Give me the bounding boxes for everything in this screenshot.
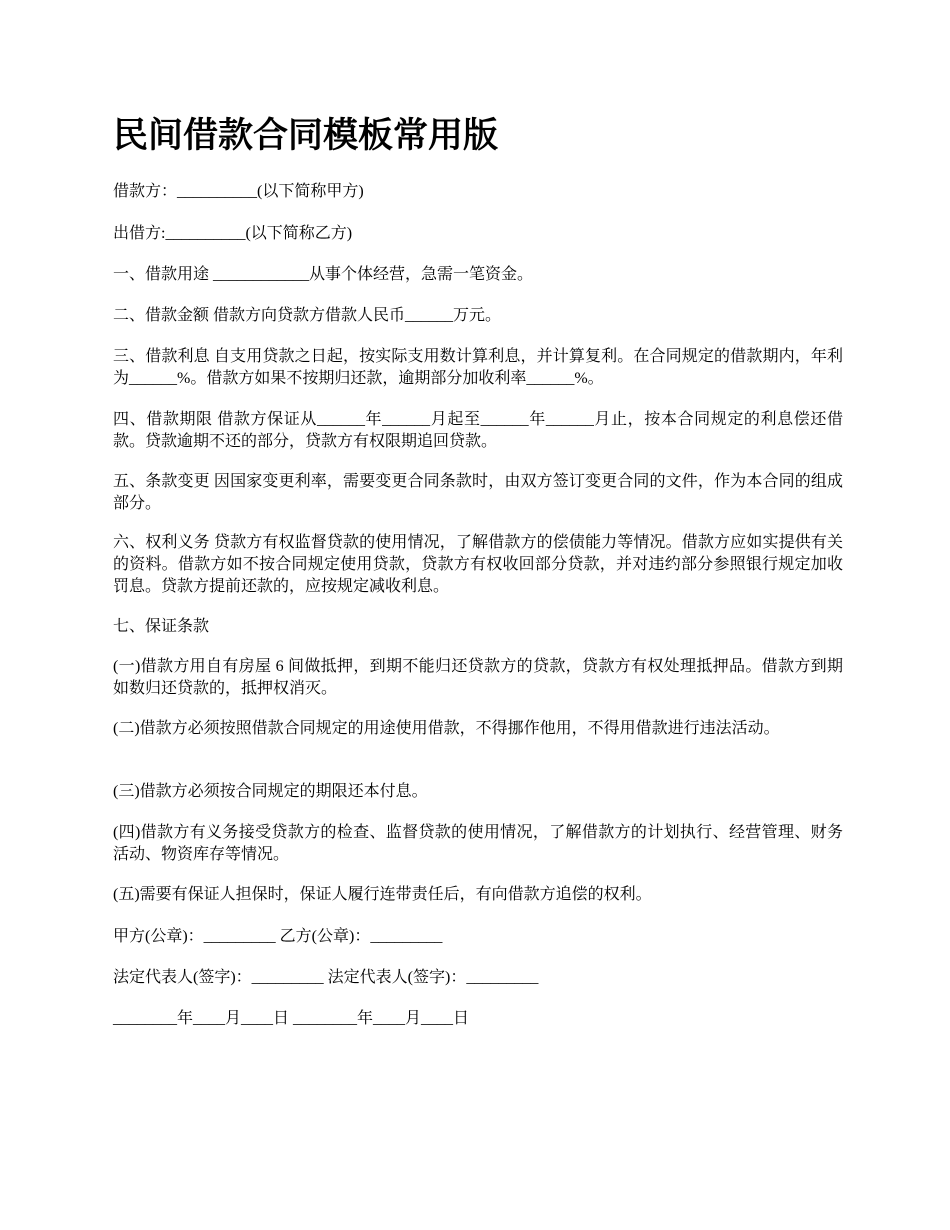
- clause-guarantee-heading: 七、保证条款: [113, 618, 210, 635]
- guarantee-item-4: (四)借款方有义务接受贷款方的检查、监督贷款的使用情况，了解借款方的计划执行、经营管理、财务活动、物资库存等情况。: [113, 824, 843, 863]
- clause-interest: 三、借款利息 自支用贷款之日起，按实际支用数计算利息，并计算复利。在合同规定的借款期内，年利为______%。借款方如果不按期归还款，逾期部分加收利率______%。: [113, 348, 843, 387]
- signature-representatives: 法定代表人(签字)：_________ 法定代表人(签字)：_________: [113, 969, 539, 986]
- guarantee-item-3: (三)借款方必须按合同规定的期限还本付息。: [113, 783, 428, 800]
- document-title: 民间借款合同模板常用版: [113, 116, 499, 156]
- signature-seals: 甲方(公章)：_________ 乙方(公章)：_________: [113, 928, 443, 945]
- clause-rights: 六、权利义务 贷款方有权监督贷款的使用情况，了解借款方的偿债能力等情况。借款方应如实提供有关的资料。借款方如不按合同规定使用贷款，贷款方有权收回部分贷款，并对违约部分参照银行规定加收罚息。贷款方提前还款的，应按规定减收利息。: [113, 534, 843, 595]
- clause-purpose: 一、借款用途 ____________从事个体经营，急需一笔资金。: [113, 266, 534, 283]
- guarantee-item-5: (五)需要有保证人担保时，保证人履行连带责任后，有向借款方追偿的权利。: [113, 886, 652, 903]
- clause-term: 四、借款期限 借款方保证从______年______月起至______年______月止，按本合同规定的利息偿还借款。贷款逾期不还的部分，贷款方有权限期追回贷款。: [113, 411, 843, 450]
- clause-amount: 二、借款金额 借款方向贷款方借款人民币______万元。: [113, 307, 502, 324]
- guarantee-item-1: (一)借款方用自有房屋 6 间做抵押，到期不能归还贷款方的贷款，贷款方有权处理抵押品。借款方到期如数归还贷款的，抵押权消灭。: [113, 658, 843, 697]
- clause-change: 五、条款变更 因国家变更利率，需要变更合同条款时，由双方签订变更合同的文件，作为本合同的组成部分。: [113, 473, 843, 512]
- guarantee-item-2: (二)借款方必须按照借款合同规定的用途使用借款，不得挪作他用，不得用借款进行违法活动。: [113, 720, 780, 737]
- lender-line: 出借方:__________(以下简称乙方): [113, 225, 353, 242]
- signature-dates: ________年____月____日 ________年____月____日: [113, 1010, 470, 1027]
- borrower-line: 借款方：__________(以下简称甲方): [113, 183, 364, 200]
